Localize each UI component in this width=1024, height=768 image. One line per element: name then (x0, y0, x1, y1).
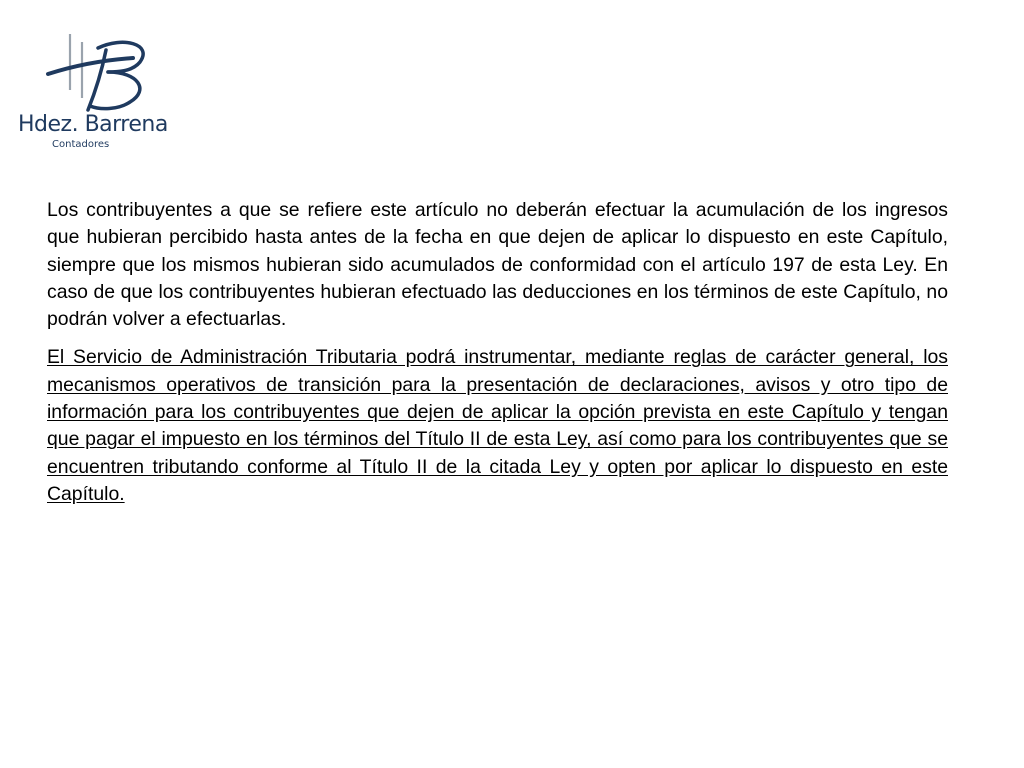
paragraph-accumulation: Los contribuyentes a que se refiere este artículo no deberán efectuar la acumulación de los ingresos que hubieran percibido hasta antes de la fecha en que dejen de aplicar lo dispuesto en este Capítulo, siempre que los mismos hubieran sido acumulados de conformidad con el artículo 197 de esta Ley. En caso de que los contribuyentes hubieran efectuado las deducciones en los términos de este Capítulo, no podrán volver a efectuarlas. (47, 199, 948, 331)
logo-company-subtitle: Contadores (52, 139, 110, 150)
logo-company-name: Hdez. Barrena (18, 112, 168, 137)
paragraph-sat-rules: El Servicio de Administración Tributaria podrá instrumentar, mediante reglas de carácter general, los mecanismos operativos de transición para la presentación de declaraciones, avisos y otro tipo de información para los contribuyentes que dejen de aplicar la opción prevista en este Capítulo y tengan que pagar el impuesto en los términos del Título II de esta Ley, así como para los contribuyentes que se encuentren tributando conforme al Título II de la citada Ley y opten por aplicar lo dispuesto en este Capítulo. (47, 346, 948, 505)
logo-monogram-icon (28, 28, 158, 118)
company-logo (14, 28, 168, 158)
document-body (47, 197, 948, 519)
